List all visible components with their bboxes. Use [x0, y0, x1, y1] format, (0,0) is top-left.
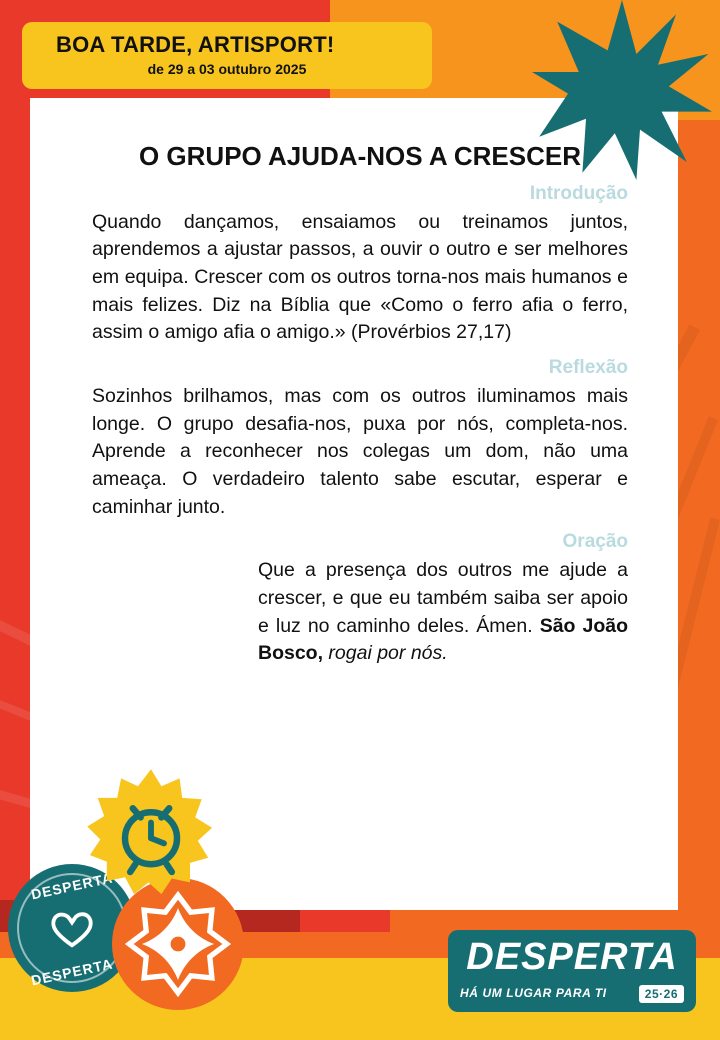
page-title: BOA TARDE, ARTISPORT!	[56, 32, 335, 57]
heart-icon	[49, 905, 95, 951]
section-text-introducao: Quando dançamos, ensaiamos ou treinamos juntos, aprendemos a ajustar passos, a ouvir o outro e ser melhores em equipa. Crescer com os outros torna-nos mais humanos e mais felizes. Diz na Bíblia que «Como o ferro afia o ferro, assim o amigo afia o amigo.» (Provérbios 27,17)	[92, 210, 628, 344]
prayer-lead: Que a presença dos outros me ajude a crescer, e que eu também saiba ser apoio e luz no caminho deles. Ámen.	[258, 559, 628, 637]
section-label-oracao: Oração	[562, 531, 628, 553]
prayer-saint: São João Bosco,	[258, 614, 628, 665]
prayer-block	[258, 557, 628, 668]
section-label-introducao: Introdução	[529, 182, 628, 204]
rosette-icon	[125, 891, 231, 997]
article-title: O GRUPO AJUDA-NOS A CRESCER	[138, 141, 582, 171]
prayer-tail: rogai por nós.	[323, 642, 448, 665]
date-range: de 29 a 03 outubro 2025	[147, 61, 307, 78]
desperta-logo	[448, 930, 696, 1012]
logo-tagline: HÁ UM LUGAR PARA TI	[460, 986, 607, 1000]
logo-wordmark: DESPERTA	[466, 936, 678, 978]
alarm-clock-sun-icon	[86, 768, 216, 898]
badge-word-top: DESPERTA	[29, 869, 115, 903]
header-banner	[22, 22, 432, 89]
section-text-reflexao: Sozinhos brilhamos, mas com os outros iluminamos mais longe. O grupo desafia-nos, puxa por nós, completa-nos. Aprende a reconhecer nos colegas um dom, não uma ameaça. O verdadeiro talento sabe escutar, esperar e caminhar junto.	[92, 384, 628, 518]
article-content	[92, 140, 628, 668]
logo-year-chip: 25·26	[639, 985, 684, 1003]
section-label-reflexao: Reflexão	[548, 356, 628, 378]
badge-word-bottom: DESPERTA	[29, 955, 115, 989]
section-text-oracao	[258, 557, 628, 668]
